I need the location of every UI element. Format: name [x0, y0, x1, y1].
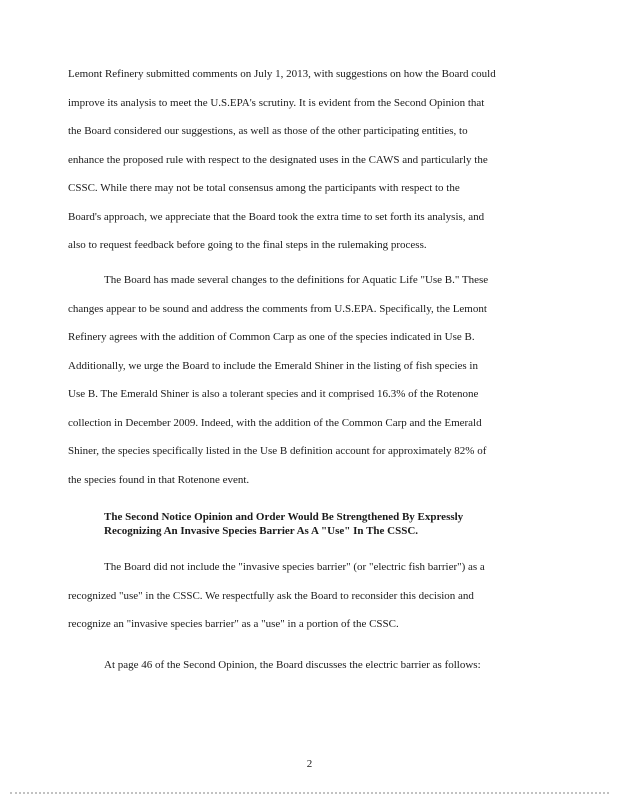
text-line: Board's approach, we appreciate that the Board took the extra time to set forth its analysis, and [68, 210, 485, 223]
text-line: Use B. The Emerald Shiner is also a tolerant species and it comprised 16.3% of the Rotenone [68, 388, 479, 400]
text-line: also to request feedback before going to the final steps in the rulemaking process. [68, 239, 427, 251]
heading-line: The Second Notice Opinion and Order Would Be Strengthened By Expressly [104, 511, 464, 523]
paragraph-page-46 [68, 651, 548, 680]
footer-scan-artifact [10, 792, 609, 800]
text-line: improve its analysis to meet the U.S.EPA's scrutiny. It is evident from the Second Opinion that [68, 96, 485, 109]
text-line: Lemont Refinery submitted comments on July 1, 2013, with suggestions on how the Board could [68, 68, 496, 80]
paragraph-invasive-barrier [68, 553, 548, 639]
text-line: the Board considered our suggestions, as well as those of the other participating entities, to [68, 125, 468, 137]
heading-line: Recognizing An Invasive Species Barrier As A "Use" In The CSSC. [104, 525, 419, 537]
text-line: changes appear to be sound and address the comments from U.S.EPA. Specifically, the Lemont [68, 302, 487, 315]
text-line: The Board has made several changes to the definitions for Aquatic Life "Use B." These [104, 274, 489, 286]
text-line: CSSC. While there may not be total consensus among the participants with respect to the [68, 182, 460, 194]
text-line: recognize an "invasive species barrier" as a "use" in a portion of the CSSC. [68, 618, 399, 630]
text-line: Additionally, we urge the Board to include the Emerald Shiner in the listing of fish species in [68, 359, 478, 372]
paragraph-use-b-changes [68, 266, 548, 494]
paragraph-lemont-comments [68, 60, 548, 260]
text-line: The Board did not include the "invasive species barrier" (or "electric fish barrier") as a [104, 561, 485, 573]
text-line: the species found in that Rotenone event. [68, 473, 250, 486]
text-line: collection in December 2009. Indeed, with the addition of the Common Carp and the Emerald [68, 416, 482, 429]
text-line: enhance the proposed rule with respect to the designated uses in the CAWS and particularly the [68, 153, 488, 166]
text-line: Shiner, the species specifically listed in the Use B definition account for approximately 82% of [68, 445, 487, 457]
text-line: recognized "use" in the CSSC. We respectfully ask the Board to reconsider this decision and [68, 589, 474, 602]
text-line: Refinery agrees with the addition of Common Carp as one of the species indicated in Use B. [68, 331, 475, 343]
text-line: At page 46 of the Second Opinion, the Board discusses the electric barrier as follows: [104, 659, 481, 671]
page-number: 2 [306, 758, 313, 770]
section-heading [104, 510, 524, 538]
